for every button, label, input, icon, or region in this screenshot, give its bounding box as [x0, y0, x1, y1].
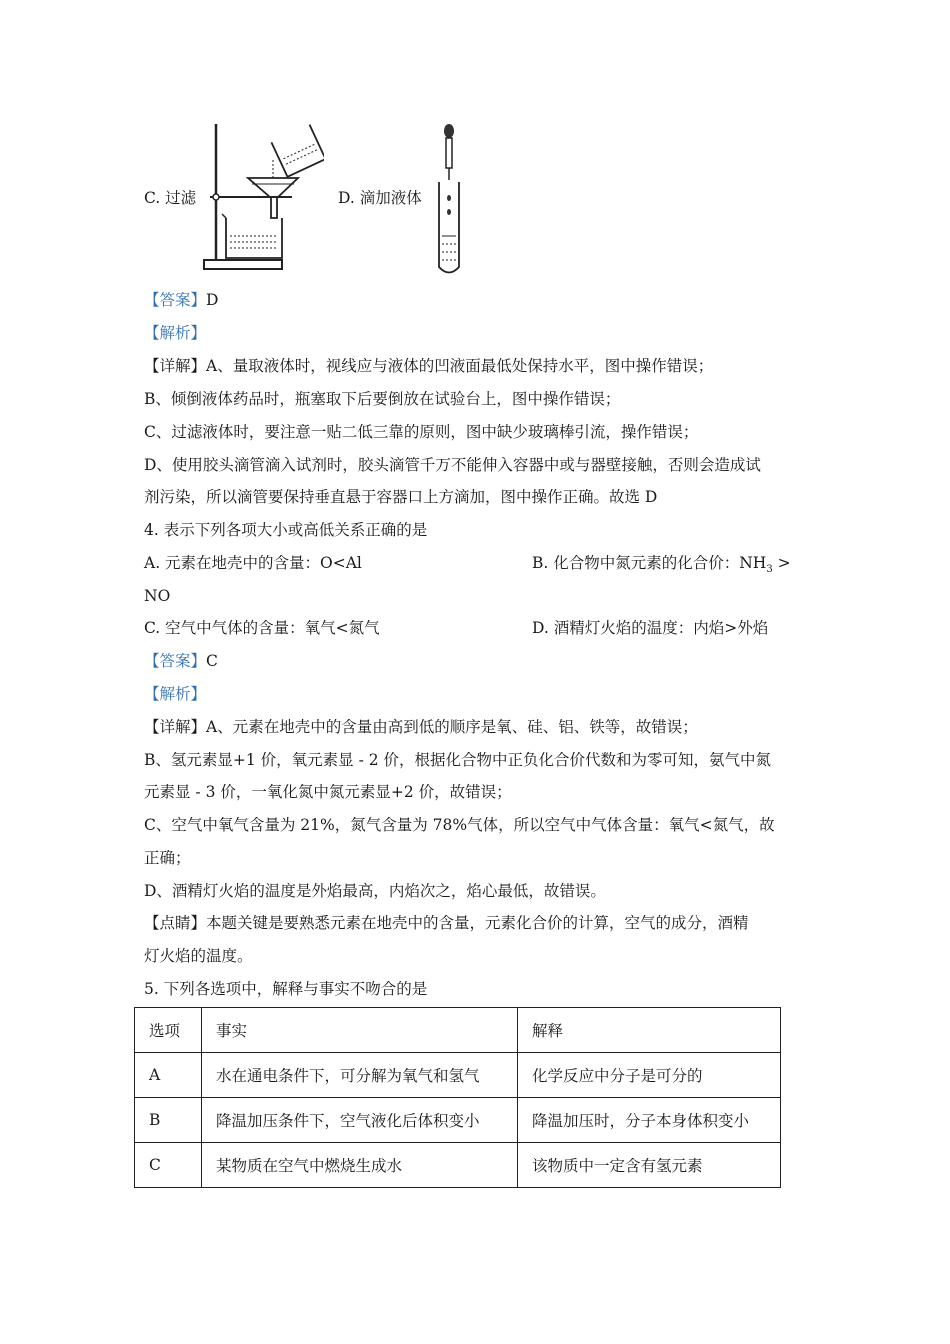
q4-comment-line1	[144, 912, 749, 934]
dropper-test-tube-illustration	[432, 122, 466, 278]
header-fact: 事实	[202, 1008, 518, 1053]
table-header-row	[135, 1008, 781, 1053]
cell-option: B	[135, 1098, 202, 1143]
cell-explanation: 化学反应中分子是可分的	[518, 1053, 781, 1098]
answer-tag: 【答案】	[144, 291, 207, 309]
answer-value: D	[206, 291, 219, 309]
cell-option: A	[135, 1053, 202, 1098]
detail-tag: 【详解】	[144, 357, 207, 375]
q3-answer	[144, 289, 218, 311]
cell-option: C	[135, 1143, 202, 1188]
q4-detail-line1	[144, 716, 698, 738]
table-row	[135, 1143, 781, 1188]
filtration-apparatus-illustration	[202, 122, 324, 272]
q3-analysis-tag: 【解析】	[144, 324, 207, 342]
q3-detail-line2: B、倾倒液体药品时，瓶塞取下后要倒放在试验台上，图中操作错误；	[144, 390, 621, 408]
option-d-label: D. 滴加液体	[338, 189, 422, 207]
q3-detail-line5: 剂污染，所以滴管要保持垂直悬于容器口上方滴加，图中操作正确。故选 D	[144, 488, 658, 506]
comment-tag: 【点睛】	[144, 914, 207, 932]
q4-detail-line5: 正确；	[144, 849, 191, 867]
q4-option-d: D. 酒精灯火焰的温度：内焰>外焰	[532, 619, 769, 637]
q3-detail-line3: C、过滤液体时，要注意一贴二低三靠的原则，图中缺少玻璃棒引流，操作错误；	[144, 423, 699, 441]
cell-explanation: 降温加压时，分子本身体积变小	[518, 1098, 781, 1143]
detail-text: A、量取液体时，视线应与液体的凹液面最低处保持水平，图中操作错误；	[206, 357, 714, 375]
q4-detail-line6: D、酒精灯火焰的温度是外焰最高，内焰次之，焰心最低，故错误。	[144, 882, 606, 900]
q4-option-b	[532, 552, 791, 581]
q4-detail-line3: 元素显 - 3 价，一氧化氮中氮元素显+2 价，故错误；	[144, 783, 512, 801]
q4-detail-line4: C、空气中氧气含量为 21%，氮气含量为 78%气体，所以空气中气体含量：氧气<氮气，故	[144, 816, 775, 834]
cell-explanation: 该物质中一定含有氢元素	[518, 1143, 781, 1188]
comment-text: 本题关键是要熟悉元素在地壳中的含量，元素化合价的计算，空气的成分，酒精	[206, 914, 749, 932]
option-b-text: B. 化合物中氮元素的化合价：NH	[532, 554, 767, 572]
q4-analysis-tag: 【解析】	[144, 685, 207, 703]
q3-detail-line1	[144, 355, 713, 377]
header-explanation: 解释	[518, 1008, 781, 1053]
q4-option-a: A. 元素在地壳中的含量：O<Al	[144, 554, 362, 572]
q4-option-c: C. 空气中气体的含量：氧气<氮气	[144, 619, 380, 637]
q4-detail-line2: B、氢元素显+1 价，氧元素显 - 2 价，根据化合物中正负化合价代数和为零可知，氨气中氮	[144, 751, 772, 769]
answer-tag: 【答案】	[144, 652, 207, 670]
option-c-label: C. 过滤	[144, 189, 197, 207]
answer-value: C	[206, 652, 218, 670]
cell-fact: 某物质在空气中燃烧生成水	[202, 1143, 518, 1188]
detail-text: A、元素在地壳中的含量由高到低的顺序是氧、硅、铝、铁等，故错误；	[206, 718, 698, 736]
q3-detail-line4: D、使用胶头滴管滴入试剂时，胶头滴管千万不能伸入容器中或与器壁接触，否则会造成试	[144, 456, 761, 474]
q4-option-b-wrap: NO	[144, 587, 171, 605]
q4-answer	[144, 650, 218, 672]
cell-fact: 降温加压条件下，空气液化后体积变小	[202, 1098, 518, 1143]
q5-stem: 5. 下列各选项中，解释与事实不吻合的是	[144, 980, 428, 998]
q4-comment-line2: 灯火焰的温度。	[144, 947, 253, 965]
q4-stem: 4. 表示下列各项大小或高低关系正确的是	[144, 521, 428, 539]
option-b-tail: >	[772, 554, 791, 572]
q5-table	[134, 1007, 781, 1188]
table-row	[135, 1053, 781, 1098]
detail-tag: 【详解】	[144, 718, 207, 736]
option-b-subscript: 3	[766, 564, 773, 576]
table-row	[135, 1098, 781, 1143]
header-option: 选项	[135, 1008, 202, 1053]
cell-fact: 水在通电条件下，可分解为氧气和氢气	[202, 1053, 518, 1098]
